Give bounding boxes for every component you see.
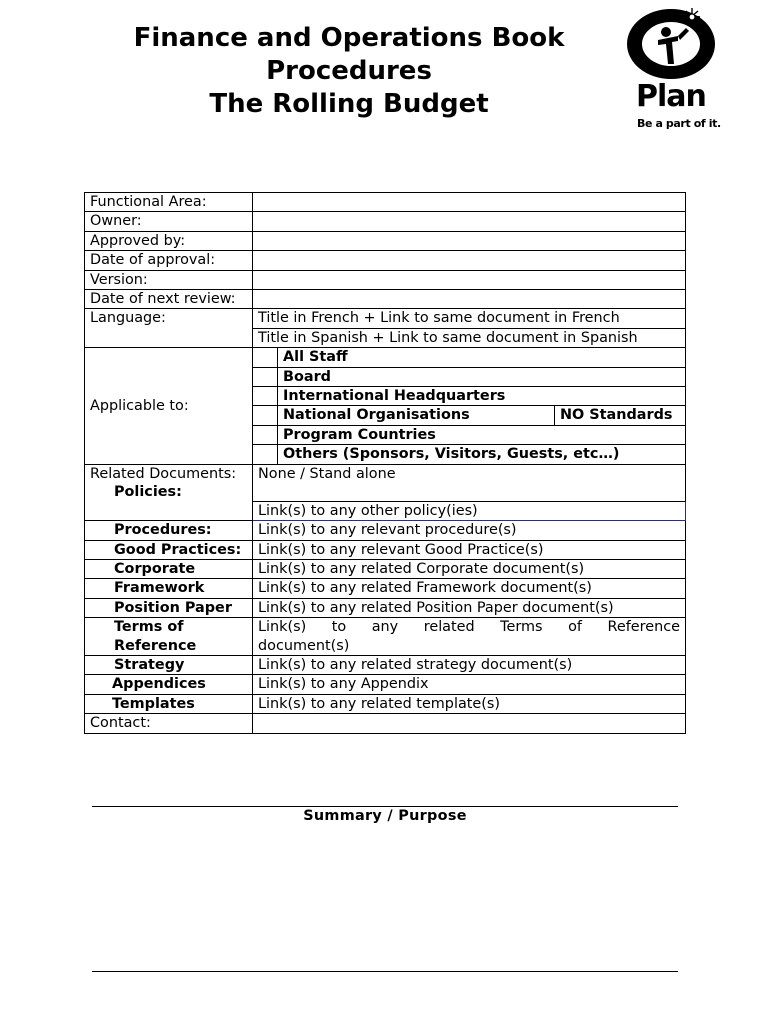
good-practices-link[interactable]: Link(s) to any relevant Good Practice(s) xyxy=(253,540,686,559)
summary-bottom-rule xyxy=(92,971,678,972)
no-standards-label: NO Standards xyxy=(555,406,686,425)
terms-of-reference-label: Terms of Reference xyxy=(114,619,197,654)
functional-area-value[interactable] xyxy=(253,193,686,212)
templates-label: Templates xyxy=(112,695,195,712)
document-metadata-table xyxy=(84,192,686,734)
appendices-label-cell xyxy=(85,675,253,694)
ihq-label: International Headquarters xyxy=(278,387,686,406)
language-french-link[interactable]: Title in French + Link to same document in French xyxy=(253,309,686,328)
plan-logo-icon xyxy=(620,4,720,80)
plan-logo xyxy=(620,4,730,132)
corporate-link[interactable]: Link(s) to any related Corporate document(s) xyxy=(253,559,686,578)
summary-heading: Summary / Purpose xyxy=(303,808,467,824)
related-documents-label: Related Documents: xyxy=(90,465,237,482)
logo-wordmark: Plan xyxy=(636,79,706,114)
table-row xyxy=(85,675,686,694)
title-line-3: The Rolling Budget xyxy=(209,89,489,119)
templates-link[interactable]: Link(s) to any related template(s) xyxy=(253,694,686,713)
terms-of-reference-link-line1: Link(s) to any related Terms of Reference xyxy=(258,619,680,636)
logo-tagline: Be a part of it. xyxy=(637,117,721,130)
table-row xyxy=(85,714,686,733)
date-of-approval-value[interactable] xyxy=(253,251,686,270)
table-row xyxy=(85,231,686,250)
strategy-label-cell xyxy=(85,655,253,674)
table-row xyxy=(85,559,686,578)
all-staff-label: All Staff xyxy=(278,348,686,367)
good-practices-label-cell xyxy=(85,540,253,559)
table-row xyxy=(85,464,686,501)
strategy-label: Strategy xyxy=(114,656,185,673)
title-line-1: Finance and Operations Book xyxy=(133,23,565,53)
version-value[interactable] xyxy=(253,270,686,289)
table-row xyxy=(85,212,686,231)
table-row xyxy=(85,270,686,289)
framework-link[interactable]: Link(s) to any related Framework document(s) xyxy=(253,579,686,598)
table-row xyxy=(85,598,686,617)
owner-label: Owner: xyxy=(85,212,253,231)
board-checkbox[interactable] xyxy=(253,367,278,386)
position-paper-link[interactable]: Link(s) to any related Position Paper document(s) xyxy=(253,598,686,617)
corporate-label: Corporate xyxy=(114,560,196,577)
document-title xyxy=(100,22,598,121)
applicable-to-label: Applicable to: xyxy=(85,348,253,464)
language-spanish-link[interactable]: Title in Spanish + Link to same document in Spanish xyxy=(253,328,686,347)
table-row xyxy=(85,348,686,367)
table-row xyxy=(85,309,686,328)
contact-value[interactable] xyxy=(253,714,686,733)
policies-label: Policies: xyxy=(114,484,182,501)
contact-label: Contact: xyxy=(85,714,253,733)
framework-label: Framework xyxy=(114,580,205,597)
language-label: Language: xyxy=(85,309,253,348)
table-row xyxy=(85,694,686,713)
national-orgs-checkbox[interactable] xyxy=(253,406,278,425)
owner-value[interactable] xyxy=(253,212,686,231)
table-row xyxy=(85,251,686,270)
approved-by-value[interactable] xyxy=(253,231,686,250)
procedures-link[interactable]: Link(s) to any relevant procedure(s) xyxy=(253,521,686,540)
table-row xyxy=(85,655,686,674)
position-paper-label-cell xyxy=(85,598,253,617)
procedures-label: Procedures: xyxy=(114,522,212,539)
program-countries-checkbox[interactable] xyxy=(253,425,278,444)
date-of-next-review-value[interactable] xyxy=(253,290,686,309)
others-checkbox[interactable] xyxy=(253,445,278,464)
table-row xyxy=(85,579,686,598)
corporate-label-cell xyxy=(85,559,253,578)
strategy-link[interactable]: Link(s) to any related strategy document(s) xyxy=(253,655,686,674)
all-staff-checkbox[interactable] xyxy=(253,348,278,367)
table-row xyxy=(85,290,686,309)
policies-link[interactable]: Link(s) to any other policy(ies) xyxy=(253,501,686,520)
templates-label-cell xyxy=(85,694,253,713)
framework-label-cell xyxy=(85,579,253,598)
terms-of-reference-link-line2: document(s) xyxy=(258,637,350,654)
national-orgs-label: National Organisations xyxy=(278,406,555,425)
terms-of-reference-label-cell xyxy=(85,618,253,656)
terms-of-reference-link[interactable] xyxy=(253,618,686,656)
version-label: Version: xyxy=(85,270,253,289)
functional-area-label: Functional Area: xyxy=(85,193,253,212)
table-row xyxy=(85,540,686,559)
board-label: Board xyxy=(278,367,686,386)
others-label: Others (Sponsors, Visitors, Guests, etc…) xyxy=(278,445,686,464)
good-practices-label: Good Practices: xyxy=(114,541,242,558)
table-row xyxy=(85,521,686,540)
procedures-label-cell xyxy=(85,521,253,540)
table-row xyxy=(85,618,686,656)
ihq-checkbox[interactable] xyxy=(253,387,278,406)
title-line-2: Procedures xyxy=(266,56,432,86)
related-documents-cell xyxy=(85,464,253,520)
program-countries-label: Program Countries xyxy=(278,425,686,444)
position-paper-label: Position Paper xyxy=(114,599,232,616)
none-stand-alone[interactable]: None / Stand alone xyxy=(253,464,686,501)
appendices-label: Appendices xyxy=(112,676,206,693)
date-of-next-review-label: Date of next review: xyxy=(85,290,253,309)
date-of-approval-label: Date of approval: xyxy=(85,251,253,270)
appendices-link[interactable]: Link(s) to any Appendix xyxy=(253,675,686,694)
table-row xyxy=(85,193,686,212)
approved-by-label: Approved by: xyxy=(85,231,253,250)
